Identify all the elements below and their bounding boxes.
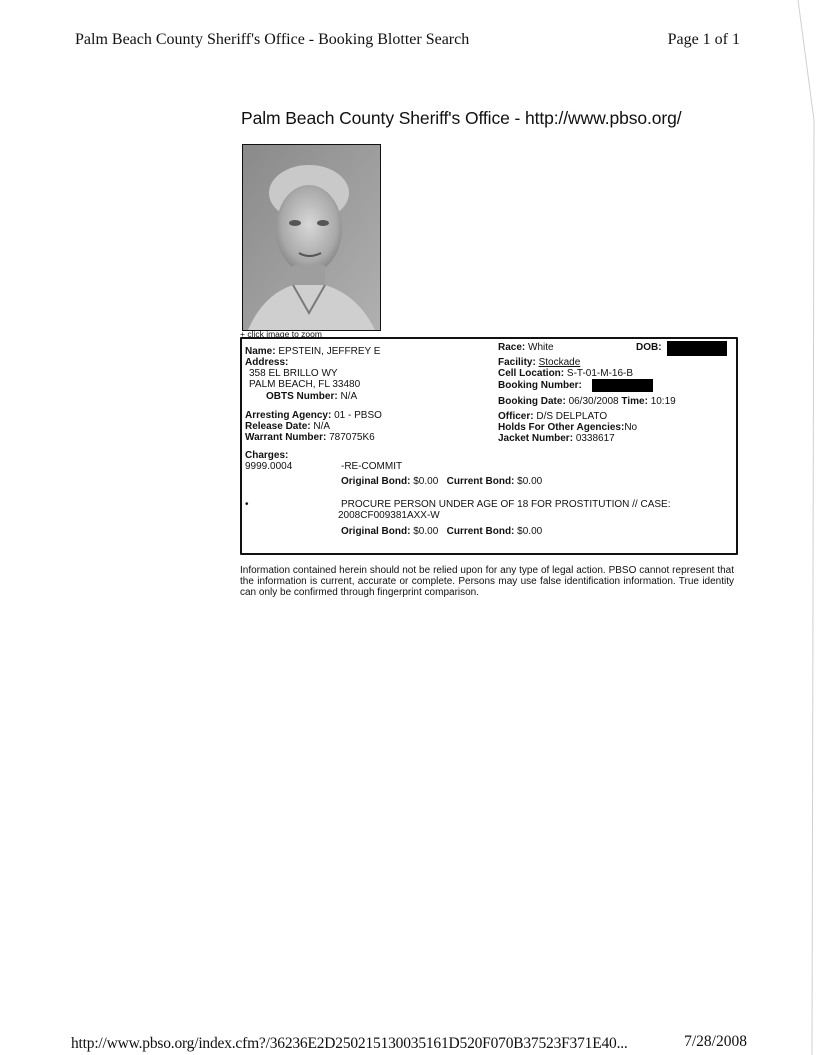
current-bond-value: $0.00 bbox=[517, 526, 543, 537]
current-bond-label: Current Bond: bbox=[446, 476, 515, 487]
warrant-number-value: 787075K6 bbox=[329, 432, 375, 443]
address-line1: 358 EL BRILLO WY bbox=[249, 368, 338, 379]
booking-date-label: Booking Date: bbox=[498, 396, 566, 407]
race-value: White bbox=[528, 342, 554, 353]
jacket-number-label: Jacket Number: bbox=[498, 433, 574, 444]
address-label: Address: bbox=[245, 357, 289, 368]
obts-label: OBTS Number: bbox=[266, 391, 338, 402]
arresting-agency-value: 01 - PBSO bbox=[334, 410, 382, 421]
obts-value: N/A bbox=[340, 391, 358, 402]
cell-location-row bbox=[498, 368, 633, 380]
holds-value: No bbox=[624, 422, 638, 433]
current-bond-label: Current Bond: bbox=[446, 526, 515, 537]
arresting-agency-label: Arresting Agency: bbox=[245, 410, 332, 421]
release-date-row bbox=[245, 421, 330, 433]
original-bond-label: Original Bond: bbox=[341, 526, 411, 537]
facility-row bbox=[498, 357, 580, 369]
name-value: EPSTEIN, JEFFREY E bbox=[278, 346, 381, 357]
holds-label: Holds For Other Agencies: bbox=[498, 422, 625, 433]
officer-value: D/S DELPLATO bbox=[536, 411, 608, 422]
race-label: Race: bbox=[498, 342, 526, 353]
booking-photo[interactable] bbox=[242, 144, 381, 331]
jacket-number-row bbox=[498, 433, 615, 445]
facility-value[interactable]: Stockade bbox=[538, 357, 581, 368]
cell-location-label: Cell Location: bbox=[498, 368, 565, 379]
charge-bond-row bbox=[341, 526, 542, 538]
booking-number-label: Booking Number: bbox=[498, 380, 582, 391]
zoom-image-link[interactable]: + click image to zoom bbox=[240, 329, 322, 339]
charge-description: -RE-COMMIT bbox=[341, 461, 403, 472]
warrant-number-label: Warrant Number: bbox=[245, 432, 327, 443]
scan-edge-artifact bbox=[776, 0, 816, 1055]
charge-code: 9999.0004 bbox=[245, 461, 293, 472]
booking-time-value: 10:19 bbox=[650, 396, 676, 407]
race-row bbox=[498, 342, 554, 354]
print-footer-url: http://www.pbso.org/index.cfm?/36236E2D250215130035161D520F070B37523F371E40... bbox=[71, 1035, 628, 1052]
booking-date-row bbox=[498, 396, 676, 408]
current-bond-value: $0.00 bbox=[517, 476, 543, 487]
print-footer-date: 7/28/2008 bbox=[684, 1033, 747, 1050]
release-date-value: N/A bbox=[313, 421, 331, 432]
original-bond-value: $0.00 bbox=[413, 526, 439, 537]
booking-number-redaction bbox=[592, 379, 653, 392]
disclaimer: Information contained herein should not be relied upon for any type of legal action. PBSO cannot represent that the information is current, accurate or complete. Persons may use false identification information. True identity can only be confirmed through fingerprint comparison. bbox=[240, 565, 734, 598]
jacket-number-value: 0338617 bbox=[575, 433, 615, 444]
original-bond-value: $0.00 bbox=[413, 476, 439, 487]
print-header-page: Page 1 of 1 bbox=[667, 31, 740, 48]
dob-redaction bbox=[667, 341, 727, 356]
charge-bond-row bbox=[341, 476, 542, 488]
charge-bullet: • bbox=[245, 499, 249, 510]
holds-row bbox=[498, 422, 637, 434]
dob-label: DOB: bbox=[636, 342, 662, 353]
release-date-label: Release Date: bbox=[245, 421, 311, 432]
address-line2: PALM BEACH, FL 33480 bbox=[249, 379, 361, 390]
officer-row bbox=[498, 411, 607, 423]
facility-label: Facility: bbox=[498, 357, 536, 368]
obts-row bbox=[266, 391, 357, 403]
booking-time-label: Time: bbox=[621, 396, 648, 407]
officer-label: Officer: bbox=[498, 411, 534, 422]
charges-label: Charges: bbox=[245, 450, 289, 461]
charge-case-number: 2008CF009381AXX-W bbox=[338, 510, 440, 521]
booking-photo-image bbox=[243, 145, 380, 330]
arresting-agency-row bbox=[245, 410, 382, 422]
name-label: Name: bbox=[245, 346, 276, 357]
print-header-title: Palm Beach County Sheriff's Office - Booking Blotter Search bbox=[75, 31, 470, 48]
site-title: Palm Beach County Sheriff's Office - http://www.pbso.org/ bbox=[241, 108, 682, 128]
booking-date-value: 06/30/2008 bbox=[568, 396, 619, 407]
cell-location-value: S-T-01-M-16-B bbox=[566, 368, 634, 379]
name-row bbox=[245, 346, 380, 358]
charge-description: PROCURE PERSON UNDER AGE OF 18 FOR PROSTITUTION // CASE: bbox=[341, 499, 671, 510]
warrant-number-row bbox=[245, 432, 375, 444]
original-bond-label: Original Bond: bbox=[341, 476, 411, 487]
